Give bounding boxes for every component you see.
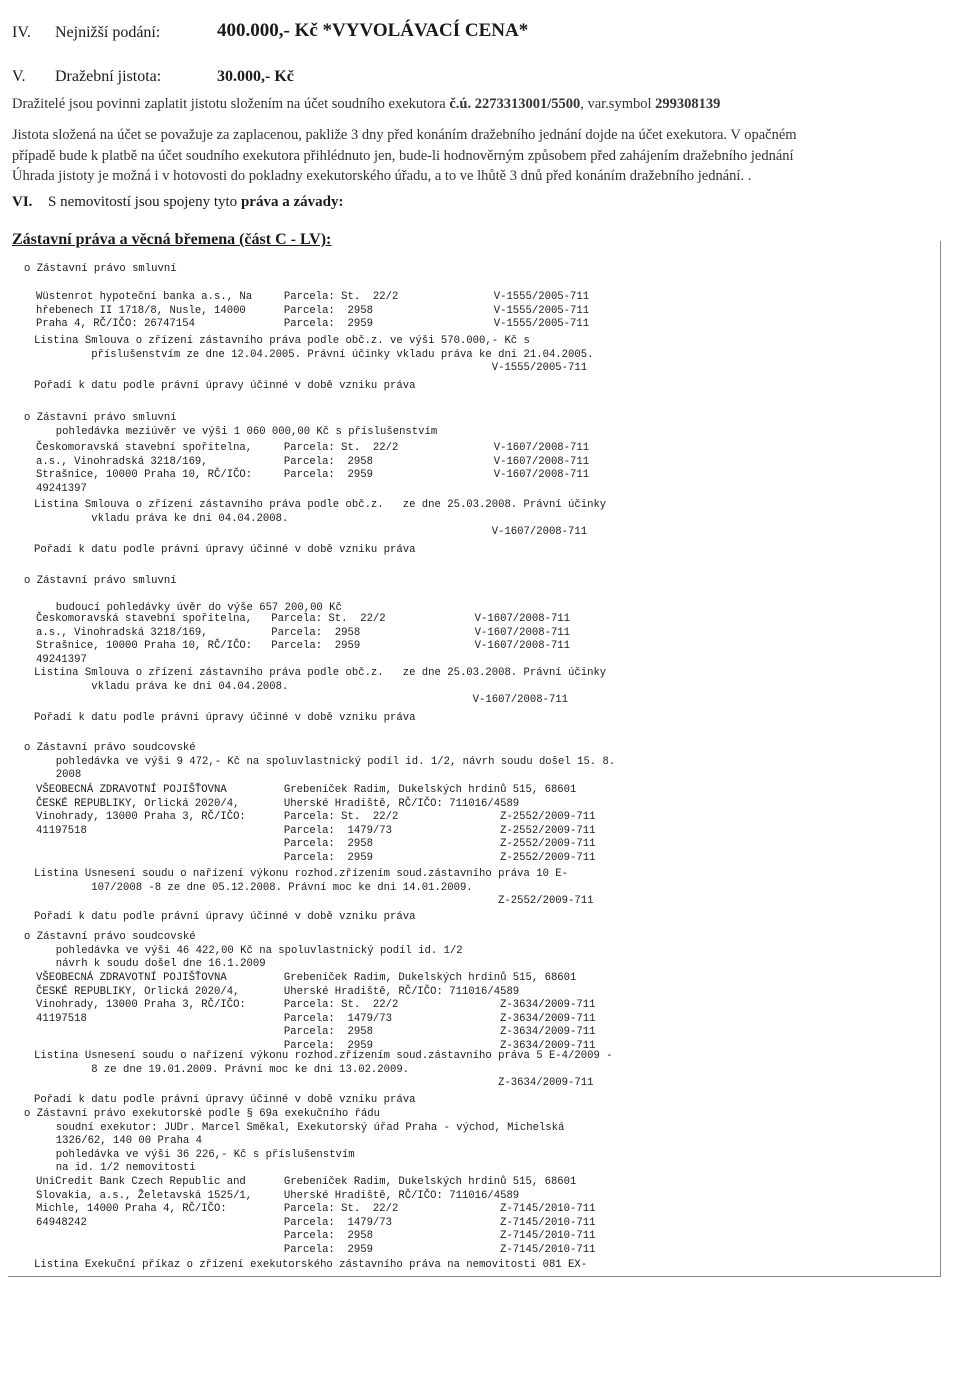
entry-5-block: VŠEOBECNÁ ZDRAVOTNÍ POJIŠŤOVNA Grebeníček Radim, Dukelských hrdinů 515, 68601 ČESKÉ REPUBLIKY, Orlická 2020/4, Uherské Hradiště, RČ/IČO: 711016/4589 Vinohrady, 13000 Praha 3, RČ/IČO: Parcela: St. 22/2 Z-3634/2009-711 41197518 Parcela: 1479/73 Z-3634/2009-711 Parcela: 2958 Z-3634/2009-711 Parcela: 2959 Z-3634/2009-711 [36, 972, 596, 1052]
section-iv [12, 24, 31, 42]
jistota-line-1 [12, 94, 952, 115]
entry-4-listina: Listina Usnesení soudu o nařízení výkonu rozhod.zřízením soud.zástavního práva 10 E- 107/2008 -8 ze dne 05.12.2008. Právní moc ke dni 14.01.2009. Z-2552/2009-711 [34, 868, 594, 908]
entry-1-listina: Listina Smlouva o zřízení zástavního práva podle obč.z. ve výši 570.000,- Kč s příslušenstvím ze dne 12.04.2005. Právní účinky vkladu práva ke dni 21.04.2005. V-1555/2005-711 [34, 335, 594, 375]
entry-2-listina: Listina Smlouva o zřízení zástavního práva podle obč.z. ze dne 25.03.2008. Právní účinky vkladu práva ke dni 04.04.2008. V-1607/2008-711 [34, 499, 607, 539]
entry-2-head: o Zástavní právo smluvní pohledávka meziúvěr ve výši 1 060 000,00 Kč s příslušenstvím [24, 412, 438, 438]
entry-5-poradi: Pořadí k datu podle právní úpravy účinné v době vzniku práva [34, 1094, 416, 1106]
vi-text [48, 194, 343, 211]
v-number: V. [12, 68, 26, 85]
varsymbol-label: , var.symbol [580, 96, 656, 112]
vi-intro: S nemovitostí jsou spojeny tyto [48, 194, 241, 210]
entry-1-head: o Zástavní právo smluvní [24, 263, 177, 275]
vi-number: VI. [12, 194, 33, 210]
section-vi [12, 194, 32, 211]
v-value: 30.000,- Kč [217, 68, 294, 85]
entry-4-block: VŠEOBECNÁ ZDRAVOTNÍ POJIŠŤOVNA Grebeníček Radim, Dukelských hrdinů 515, 68601 ČESKÉ REPUBLIKY, Orlická 2020/4, Uherské Hradiště, RČ/IČO: 711016/4589 Vinohrady, 13000 Praha 3, RČ/IČO: Parcela: St. 22/2 Z-2552/2009-711 41197518 Parcela: 1479/73 Z-2552/2009-711 Parcela: 2958 Z-2552/2009-711 Parcela: 2959 Z-2552/2009-711 [36, 784, 596, 864]
entry-2-block: Českomoravská stavební spořitelna, Parcela: St. 22/2 V-1607/2008-711 a.s., Vinohradská 3218/169, Parcela: 2958 V-1607/2008-711 Strašnice, 10000 Praha 10, RČ/IČO: Parcela: 2959 V-1607/2008-711 49241397 [36, 442, 590, 495]
vi-bold: práva a závady: [240, 194, 344, 210]
v-label: Dražební jistota: [55, 68, 162, 85]
iv-label: Nejnižší podání: [55, 24, 161, 41]
entry-6-head: o Zástavní právo exekutorské podle § 69a exekučního řádu soudní exekutor: JUDr. Marcel Směkal, Exekutorský úřad Praha - východ, Michelská 1326/62, 140 00 Praha 4 pohledávka ve výši 36 226,- Kč s příslušenstvím na id. 1/2 nemovitosti [24, 1108, 565, 1175]
account-number: č.ú. 2273313001/5500 [449, 96, 581, 112]
entry-3-block: Českomoravská stavební spořitelna, Parcela: St. 22/2 V-1607/2008-711 a.s., Vinohradská 3218/169, Parcela: 2958 V-1607/2008-711 Strašnice, 10000 Praha 10, RČ/IČO: Parcela: 2959 V-1607/2008-711 49241397 [36, 613, 571, 666]
entry-5-head: o Zástavní právo soudcovské pohledávka ve výši 46 422,00 Kč na spoluvlastnický podíl id. 1/2 návrh k soudu došel dne 16.1.2009 [24, 931, 463, 971]
jistota-line-2: Jistota složená na účet se považuje za zaplacenou, pakliže 3 dny před konáním dražebního jednání dojde na účet exekutora. V opačném [12, 127, 797, 143]
jistota-line-4: Úhrada jistoty je možná i v hotovosti do pokladny exekutorského úřadu, a to ve lhůtě 3 dnů před konáním dražebního jednání. . [12, 168, 752, 184]
jistota-line-3: případě bude k platbě na účet soudního exekutora přihlédnuto jen, bude-li hodnověrným způsobem před zahájením dražebního jednání [12, 148, 794, 164]
entry-1-poradi: Pořadí k datu podle právní úpravy účinné v době vzniku práva [34, 380, 416, 392]
variable-symbol: 299308139 [655, 96, 721, 112]
iv-value: 400.000,- Kč *VYVOLÁVACÍ CENA* [217, 20, 529, 41]
entry-4-poradi: Pořadí k datu podle právní úpravy účinné v době vzniku práva [34, 911, 416, 923]
iv-number: IV. [12, 24, 31, 41]
entry-2-poradi: Pořadí k datu podle právní úpravy účinné v době vzniku práva [34, 544, 416, 556]
section-title: Zástavní práva a věcná břemena (část C - LV): [12, 231, 332, 248]
entry-6-listina: Listina Exekuční příkaz o zřízení exekutorského zástavního práva na nemovitosti 081 EX- [34, 1259, 588, 1271]
entry-1-block: Wüstenrot hypoteční banka a.s., Na Parcela: St. 22/2 V-1555/2005-711 hřebenech II 1718/8, Nusle, 14000 Parcela: 2958 V-1555/2005-711 Praha 4, RČ/IČO: 26747154 Parcela: 2959 V-1555/2005-711 [36, 291, 590, 331]
entry-3-listina: Listina Smlouva o zřízení zástavního práva podle obč.z. ze dne 25.03.2008. Právní účinky vkladu práva ke dni 04.04.2008. V-1607/2008-711 [34, 667, 607, 707]
entry-3-head: o Zástavní právo smluvní budoucí pohledávky úvěr do výše 657 200,00 Kč [24, 575, 342, 615]
entry-3-poradi: Pořadí k datu podle právní úpravy účinné v době vzniku práva [34, 712, 416, 724]
entry-4-head: o Zástavní právo soudcovské pohledávka ve výši 9 472,- Kč na spoluvlastnický podíl id. 1/2, návrh soudu došel 15. 8. 2008 [24, 742, 616, 782]
entry-5-listina: Listina Usnesení soudu o nařízení výkonu rozhod.zřízením soud.zástavního práva 5 E-4/2009 - 8 ze dne 19.01.2009. Právní moc ke dni 13.02.2009. Z-3634/2009-711 [34, 1050, 613, 1090]
entry-6-block: UniCredit Bank Czech Republic and Grebeníček Radim, Dukelských hrdinů 515, 68601 Slovakia, a.s., Želetavská 1525/1, Uherské Hradiště, RČ/IČO: 711016/4589 Michle, 14000 Praha 4, RČ/IČO: Parcela: St. 22/2 Z-7145/2010-711 64948242 Parcela: 1479/73 Z-7145/2010-711 Parcela: 2958 Z-7145/2010-711 Parcela: 2959 Z-7145/2010-711 [36, 1176, 596, 1256]
jistota-text: Dražitelé jsou povinni zaplatit jistotu složením na účet soudního exekutora [12, 96, 450, 112]
